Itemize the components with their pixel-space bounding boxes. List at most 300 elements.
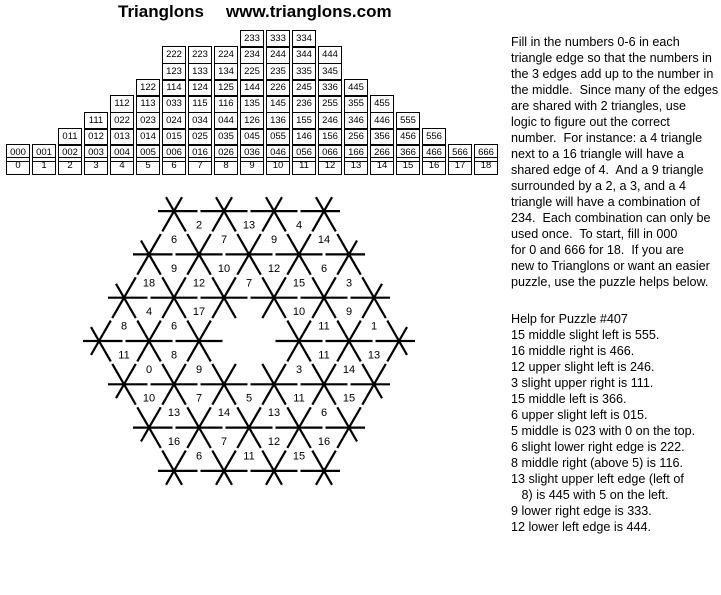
help-line: 5 middle is 023 with 0 on the top. (511, 424, 696, 438)
combo-cell: 444 (318, 46, 342, 64)
edge-line[interactable] (199, 407, 211, 427)
grid-vertex (151, 364, 198, 405)
sum-cell: 18 (474, 157, 498, 175)
edge-line[interactable] (399, 341, 407, 355)
edge-line[interactable] (199, 254, 211, 274)
triangle-number: 16 (167, 436, 181, 448)
instruction-line: are shared with 2 triangles, use (511, 99, 687, 113)
sum-cell: 6 (162, 157, 186, 175)
combo-cell: 666 (474, 144, 498, 162)
combo-cell: 145 (266, 95, 290, 113)
triangle-number: 5 (245, 392, 253, 405)
combo-cell: 113 (136, 95, 160, 113)
edge-line[interactable] (149, 341, 161, 361)
combo-cell: 256 (344, 128, 368, 146)
edge-line[interactable] (224, 197, 232, 211)
sum-cell: 17 (448, 157, 472, 175)
combo-cell: 225 (240, 63, 264, 81)
edge-line[interactable] (224, 471, 232, 485)
edge-line[interactable] (237, 234, 249, 254)
edge-line[interactable] (149, 407, 161, 427)
edge-line[interactable] (266, 197, 274, 211)
instruction-line: for 0 and 666 for 18. If you are (511, 243, 684, 257)
combo-cell: 122 (136, 79, 160, 97)
triangle-number: 10 (292, 306, 306, 319)
combo-cell: 011 (58, 128, 82, 146)
triangle-number: 6 (195, 450, 203, 463)
combo-cell: 000 (6, 144, 30, 162)
edge-line[interactable] (162, 211, 174, 231)
edge-line[interactable] (174, 471, 182, 485)
triangle-number: 1 (370, 320, 378, 333)
edge-line[interactable] (324, 451, 336, 471)
edge-line[interactable] (274, 471, 282, 485)
edge-line[interactable] (324, 471, 332, 485)
grid-vertex (108, 277, 148, 318)
edge-line[interactable] (124, 277, 136, 297)
triangle-number: 10 (217, 262, 231, 275)
edge-line[interactable] (337, 341, 349, 361)
combo-cell: 036 (240, 144, 264, 162)
combo-cell: 222 (162, 46, 186, 64)
triangle-number: 6 (320, 262, 328, 275)
combo-cell: 133 (188, 63, 212, 81)
combo-cell: 001 (32, 144, 56, 162)
edge-line[interactable] (299, 234, 311, 254)
grid-vertex (326, 321, 373, 362)
edge-line[interactable] (299, 428, 311, 448)
instruction-line: used once. To start, fill in 000 (511, 227, 678, 241)
triangle-number: 4 (145, 306, 153, 319)
triangle-number: 15 (292, 450, 306, 463)
edge-line[interactable] (237, 428, 249, 448)
instruction-line: number. For instance: a 4 triangle (511, 131, 703, 145)
edge-line[interactable] (349, 241, 357, 255)
edge-line[interactable] (312, 298, 324, 318)
edge-line[interactable] (274, 298, 286, 318)
edge-line[interactable] (166, 197, 174, 211)
combo-cell: 234 (240, 46, 264, 64)
grid-vertex (126, 321, 173, 362)
triangle-number: 17 (192, 306, 206, 319)
combo-cell: 136 (266, 112, 290, 130)
sum-cell: 2 (58, 157, 82, 175)
help-section (511, 311, 716, 535)
instruction-line: the middle. Since many of the edges (511, 83, 719, 97)
triangle-number: 6 (170, 320, 178, 333)
combo-cell: 446 (370, 112, 394, 130)
combo-cell: 334 (292, 30, 316, 48)
combo-cell: 146 (292, 128, 316, 146)
edge-line[interactable] (212, 298, 224, 318)
instruction-line: surrounded by a 2, a 3, and a 4 (511, 179, 687, 193)
grid-vertex (201, 197, 248, 231)
help-line: 6 upper slight left is 015. (511, 408, 648, 422)
combo-cell: 335 (292, 63, 316, 81)
edge-line[interactable] (224, 277, 236, 297)
edge-line[interactable] (316, 471, 324, 485)
edge-line[interactable] (116, 284, 124, 298)
help-line: 8 middle right (above 5) is 116. (511, 456, 683, 470)
edge-line[interactable] (262, 451, 274, 471)
edge-line[interactable] (299, 407, 311, 427)
edge-line[interactable] (287, 428, 299, 448)
grid-vertex (301, 277, 348, 318)
grid-vertex (176, 234, 223, 275)
edge-line[interactable] (349, 341, 361, 361)
edge-line[interactable] (312, 211, 324, 231)
edge-line[interactable] (137, 341, 149, 361)
edge-line[interactable] (312, 451, 324, 471)
edge-line[interactable] (387, 321, 399, 341)
combo-cell: 556 (422, 128, 446, 146)
edge-line[interactable] (174, 197, 182, 211)
combo-cell: 456 (396, 128, 420, 146)
triangle-number: 14 (342, 363, 356, 376)
edge-line[interactable] (137, 254, 149, 274)
edge-line[interactable] (249, 254, 261, 274)
triangle-number: 14 (317, 234, 331, 246)
triangle-number: 2 (195, 219, 203, 232)
combo-cell: 266 (370, 144, 394, 162)
edge-line[interactable] (249, 234, 261, 254)
edge-line[interactable] (237, 407, 249, 427)
edge-line[interactable] (187, 234, 199, 254)
combo-cell: 566 (448, 144, 472, 162)
edge-line[interactable] (312, 277, 324, 297)
edge-line[interactable] (262, 211, 274, 231)
edge-line[interactable] (162, 451, 174, 471)
combo-cell: 156 (318, 128, 342, 146)
edge-line[interactable] (162, 384, 174, 404)
edge-line[interactable] (374, 298, 386, 318)
sum-cell: 5 (136, 157, 160, 175)
edge-line[interactable] (199, 234, 211, 254)
combo-cell: 224 (214, 46, 238, 64)
grid-vertex (226, 234, 273, 275)
instruction-line: the 3 edges add up to the number in (511, 67, 714, 81)
edge-line[interactable] (224, 451, 236, 471)
edge-line[interactable] (174, 211, 186, 231)
edge-line[interactable] (149, 254, 161, 274)
grid-vertex (108, 364, 148, 405)
site-url[interactable]: www.trianglons.com (226, 2, 392, 21)
triangle-number: 14 (217, 407, 231, 420)
triangle-number: 7 (245, 277, 253, 290)
grid-vertex (158, 197, 198, 231)
combo-cell: 025 (188, 128, 212, 146)
edge-line[interactable] (299, 321, 311, 341)
edge-line[interactable] (337, 254, 349, 274)
grid-vertex (326, 234, 366, 275)
triangle-number: 15 (292, 277, 306, 290)
edge-line[interactable] (124, 364, 136, 384)
combo-cell: 016 (188, 144, 212, 162)
edge-line[interactable] (216, 197, 224, 211)
grid-vertex (251, 197, 298, 231)
instruction-line: triangle will have a combination of (511, 195, 701, 209)
instruction-line: triangle edge so that the numbers in (511, 51, 712, 65)
edge-line[interactable] (224, 364, 236, 384)
edge-line[interactable] (262, 384, 274, 404)
edge-line[interactable] (174, 298, 186, 318)
combo-cell: 356 (370, 128, 394, 146)
edge-line[interactable] (266, 471, 274, 485)
grid-vertex (301, 451, 341, 485)
edge-line[interactable] (174, 384, 186, 404)
edge-line[interactable] (162, 364, 174, 384)
combo-cell: 135 (240, 95, 264, 113)
combo-cell: 006 (162, 144, 186, 162)
edge-line[interactable] (324, 277, 336, 297)
triangle-number: 3 (295, 363, 303, 376)
combo-cell: 244 (266, 46, 290, 64)
combo-cell: 366 (396, 144, 420, 162)
combo-cell: 111 (84, 112, 108, 130)
edge-line[interactable] (349, 407, 361, 427)
edge-line[interactable] (187, 407, 199, 427)
edge-line[interactable] (287, 254, 299, 274)
edge-line[interactable] (199, 341, 211, 361)
edge-line[interactable] (249, 428, 261, 448)
help-line: 3 slight upper right is 111. (511, 376, 654, 390)
combo-cell: 116 (214, 95, 238, 113)
edge-line[interactable] (299, 341, 311, 361)
edge-line[interactable] (312, 384, 324, 404)
sum-cell: 12 (318, 157, 342, 175)
sum-cell: 4 (110, 157, 134, 175)
grid-vertex (276, 234, 323, 275)
combo-cell: 333 (266, 30, 290, 48)
edge-line[interactable] (274, 197, 282, 211)
edge-line[interactable] (149, 428, 161, 448)
edge-line[interactable] (199, 428, 211, 448)
edge-line[interactable] (212, 451, 224, 471)
triangle-number: 11 (293, 392, 305, 405)
combo-cell: 226 (266, 79, 290, 97)
edge-line[interactable] (99, 321, 111, 341)
combo-cell: 115 (188, 95, 212, 113)
combo-cell: 046 (266, 144, 290, 162)
edge-line[interactable] (262, 364, 274, 384)
triangle-number: 11 (318, 320, 330, 333)
edge-line[interactable] (116, 384, 124, 398)
edge-line[interactable] (337, 234, 349, 254)
triangle-number: 11 (118, 349, 130, 362)
combo-cell: 134 (214, 63, 238, 81)
edge-line[interactable] (299, 254, 311, 274)
edge-line[interactable] (187, 341, 199, 361)
combo-cell: 236 (292, 95, 316, 113)
edge-line[interactable] (374, 384, 382, 398)
combo-cell: 056 (292, 144, 316, 162)
sum-cell: 11 (292, 157, 316, 175)
grid-vertex (251, 364, 298, 405)
edge-line[interactable] (91, 327, 99, 341)
sum-cell: 8 (214, 157, 238, 175)
edge-line[interactable] (349, 321, 361, 341)
edge-line[interactable] (274, 384, 286, 404)
grid-vertex (276, 407, 323, 448)
combo-cell: 345 (318, 63, 342, 81)
triangle-number: 4 (295, 219, 303, 232)
grid-vertex (201, 364, 248, 405)
edge-line[interactable] (91, 341, 99, 355)
instruction-line: puzzle, use the puzzle helps below. (511, 275, 709, 289)
grid-vertex (351, 277, 391, 318)
edge-line[interactable] (324, 197, 332, 211)
edge-line[interactable] (112, 364, 124, 384)
triangle-number: 7 (220, 234, 228, 246)
edge-line[interactable] (141, 428, 149, 442)
edge-line[interactable] (212, 384, 224, 404)
triangle-number: 7 (220, 436, 228, 448)
triangle-number: 6 (320, 407, 328, 420)
triangle-number: 0 (145, 363, 153, 376)
edge-line[interactable] (216, 471, 224, 485)
edge-line[interactable] (162, 277, 174, 297)
grid-vertex (326, 407, 366, 448)
edge-line[interactable] (187, 254, 199, 274)
edge-line[interactable] (387, 341, 399, 361)
edge-line[interactable] (212, 364, 224, 384)
edge-line[interactable] (274, 364, 286, 384)
edge-line[interactable] (312, 364, 324, 384)
triangle-number: 12 (192, 277, 206, 290)
help-line: 12 upper slight left is 246. (511, 360, 655, 374)
edge-line[interactable] (224, 298, 236, 318)
combo-cell: 034 (188, 112, 212, 130)
combo-cell: 114 (162, 79, 186, 97)
triangle-number: 9 (195, 363, 203, 376)
edge-line[interactable] (274, 211, 286, 231)
edge-line[interactable] (374, 364, 386, 384)
triangle-number: 13 (267, 407, 281, 420)
combo-cell: 126 (240, 112, 264, 130)
edge-line[interactable] (174, 364, 186, 384)
triangle-number: 9 (270, 234, 278, 246)
triangle-number: 9 (345, 306, 353, 319)
edge-line[interactable] (137, 407, 149, 427)
edge-line[interactable] (166, 471, 174, 485)
triangle-number: 3 (345, 277, 353, 290)
combo-cell: 005 (136, 144, 160, 162)
triangle-number: 12 (267, 436, 281, 448)
edge-line[interactable] (287, 407, 299, 427)
combo-cell: 013 (110, 128, 134, 146)
edge-line[interactable] (374, 284, 382, 298)
edge-line[interactable] (149, 321, 161, 341)
edge-line[interactable] (149, 234, 161, 254)
grid-vertex (301, 197, 341, 231)
triangle-number: 11 (243, 450, 255, 463)
combo-cell: 035 (214, 128, 238, 146)
edge-line[interactable] (324, 211, 336, 231)
edge-line[interactable] (249, 407, 261, 427)
edge-line[interactable] (124, 384, 136, 404)
combo-cell: 004 (110, 144, 134, 162)
combo-cell: 125 (214, 79, 238, 97)
sum-cell: 14 (370, 157, 394, 175)
edge-line[interactable] (274, 277, 286, 297)
combo-cell: 445 (344, 79, 368, 97)
sum-cell: 0 (6, 157, 30, 175)
edge-line[interactable] (274, 451, 286, 471)
edge-line[interactable] (316, 197, 324, 211)
edge-line[interactable] (337, 321, 349, 341)
edge-line[interactable] (337, 428, 349, 448)
combo-cell: 555 (396, 112, 420, 130)
grid-vertex (301, 364, 348, 405)
edge-line[interactable] (287, 341, 299, 361)
edge-line[interactable] (224, 384, 236, 404)
combo-cell: 346 (344, 112, 368, 130)
combo-cell: 123 (162, 63, 186, 81)
edge-line[interactable] (112, 298, 124, 318)
instruction-line: next to a 16 triangle will have a (511, 147, 684, 161)
edge-line[interactable] (212, 277, 224, 297)
edge-line[interactable] (337, 407, 349, 427)
edge-line[interactable] (162, 298, 174, 318)
edge-line[interactable] (212, 211, 224, 231)
edge-line[interactable] (362, 364, 374, 384)
combo-cell: 124 (188, 79, 212, 97)
edge-line[interactable] (174, 277, 186, 297)
triangle-number: 15 (342, 392, 356, 405)
edge-line[interactable] (287, 234, 299, 254)
sum-cell: 13 (344, 157, 368, 175)
edge-line[interactable] (262, 277, 274, 297)
edge-line[interactable] (324, 364, 336, 384)
grid-vertex (151, 277, 198, 318)
edge-line[interactable] (137, 321, 149, 341)
edge-line[interactable] (141, 241, 149, 255)
edge-line[interactable] (124, 298, 136, 318)
edge-line[interactable] (399, 327, 407, 341)
combo-cell: 003 (84, 144, 108, 162)
instruction-line: shared edge of 4. And a 9 triangle (511, 163, 704, 177)
sum-cell: 10 (266, 157, 290, 175)
combo-cell: 024 (162, 112, 186, 130)
edge-line[interactable] (324, 298, 336, 318)
edge-line[interactable] (224, 211, 236, 231)
edge-line[interactable] (287, 321, 299, 341)
edge-line[interactable] (362, 298, 374, 318)
grid-vertex (276, 321, 323, 362)
edge-line[interactable] (362, 384, 374, 404)
instruction-line: 234. Each combination can only be (511, 211, 711, 225)
edge-line[interactable] (237, 254, 249, 274)
sum-cell: 9 (240, 157, 264, 175)
triangle-number: 9 (170, 262, 178, 275)
grid-vertex (251, 451, 298, 485)
edge-line[interactable] (362, 277, 374, 297)
triangle-number: 13 (367, 349, 381, 362)
combo-cell: 012 (84, 128, 108, 146)
edge-line[interactable] (174, 451, 186, 471)
edge-line[interactable] (199, 321, 211, 341)
edge-line[interactable] (324, 384, 336, 404)
edge-line[interactable] (99, 341, 111, 361)
edge-line[interactable] (187, 428, 199, 448)
instructions-text (511, 34, 719, 290)
combo-cell: 033 (162, 95, 186, 113)
edge-line[interactable] (262, 298, 274, 318)
edge-line[interactable] (349, 254, 361, 274)
edge-line[interactable] (187, 321, 199, 341)
combo-cell: 246 (318, 112, 342, 130)
edge-line[interactable] (349, 428, 357, 442)
